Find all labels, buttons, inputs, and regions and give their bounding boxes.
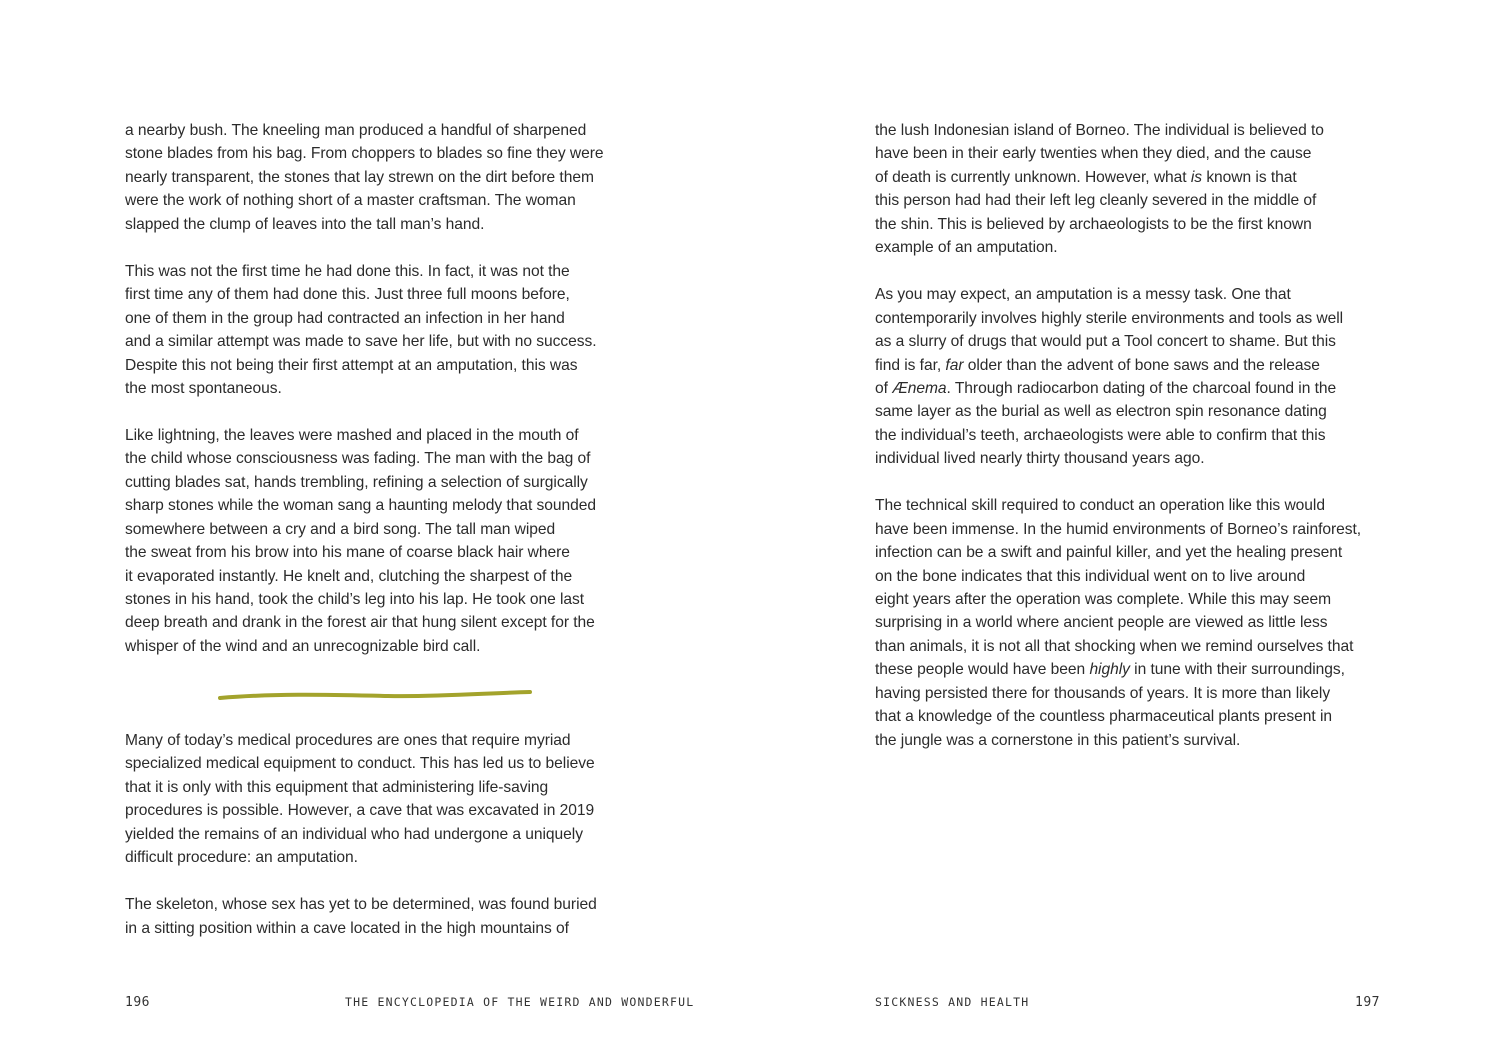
text-line [125, 330, 645, 353]
paragraph-gap [875, 260, 1395, 283]
text-line [875, 729, 1395, 752]
text-segment: same layer as the burial as well as electron spin resonance dating [875, 403, 1327, 421]
text-segment: of death is currently unknown. However, what [875, 168, 1191, 186]
text-line [875, 541, 1395, 564]
text-segment: and a similar attempt was made to save her life, but with no success. [125, 333, 597, 351]
text-line [125, 917, 645, 940]
text-line [125, 823, 645, 846]
text-segment: stone blades from his bag. From choppers to blades so fine they were [125, 145, 604, 163]
text-segment: difficult procedure: an amputation. [125, 849, 358, 867]
text-segment: in a sitting position within a cave located in the high mountains of [125, 919, 569, 937]
text-line [125, 471, 645, 494]
text-line [125, 189, 645, 212]
text-line [125, 283, 645, 306]
text-line [125, 752, 645, 775]
text-line [875, 588, 1395, 611]
text-segment: than animals, it is not all that shocking when we remind ourselves that [875, 637, 1354, 655]
text-segment: that it is only with this equipment that administering life-saving [125, 778, 549, 796]
text-line [875, 494, 1395, 517]
running-head-left: THE ENCYCLOPEDIA OF THE WEIRD AND WONDERFUL [345, 995, 695, 1009]
text-segment: example of an amputation. [875, 239, 1058, 257]
text-line [125, 518, 645, 541]
text-segment: have been immense. In the humid environments of Borneo’s rainforest, [875, 520, 1362, 538]
text-line [875, 354, 1395, 377]
text-segment: the sweat from his brow into his mane of coarse black hair where [125, 544, 570, 562]
text-line [125, 541, 645, 564]
text-line [125, 354, 645, 377]
text-segment: having persisted there for thousands of years. It is more than likely [875, 684, 1331, 702]
text-segment: yielded the remains of an individual who had undergone a uniquely [125, 825, 583, 843]
text-line [875, 142, 1395, 165]
text-segment: procedures is possible. However, a cave that was excavated in 2019 [125, 802, 595, 820]
text-segment: the jungle was a cornerstone in this patient’s survival. [875, 731, 1241, 749]
text-line [875, 213, 1395, 236]
text-line [875, 119, 1395, 142]
left-page-text-block-1 [125, 119, 645, 658]
right-page-text-block-1 [875, 119, 1395, 752]
text-segment: this person had had their left leg cleanly severed in the middle of [875, 192, 1317, 210]
text-segment: Despite this not being their first attempt at an amputation, this was [125, 356, 578, 374]
text-segment: the child whose consciousness was fading. The man with the bag of [125, 450, 591, 468]
text-segment: Many of today’s medical procedures are ones that require myriad [125, 732, 571, 749]
text-segment: infection can be a swift and painful killer, and yet the healing present [875, 544, 1343, 562]
text-line [125, 447, 645, 470]
italic-text: far [945, 356, 964, 374]
page-number-left: 196 [125, 995, 150, 1010]
text-segment: of [875, 379, 893, 397]
text-line [125, 776, 645, 799]
text-line [125, 565, 645, 588]
text-segment: The technical skill required to conduct an operation like this would [875, 497, 1325, 515]
text-line [125, 260, 645, 283]
text-segment: eight years after the operation was complete. While this may seem [875, 591, 1332, 609]
text-line [125, 213, 645, 236]
hand-drawn-line-divider-icon [218, 686, 538, 706]
text-segment: first time any of them had done this. Just three full moons before, [125, 286, 570, 304]
text-segment: the lush Indonesian island of Borneo. The individual is believed to [875, 122, 1324, 139]
paragraph-gap [125, 236, 645, 259]
italic-text: Ænema [892, 379, 947, 397]
text-line [875, 658, 1395, 681]
text-line [125, 307, 645, 330]
text-line [875, 447, 1395, 470]
text-segment: The skeleton, whose sex has yet to be determined, was found buried [125, 896, 597, 914]
text-segment: were the work of nothing short of a master craftsman. The woman [125, 192, 576, 210]
text-segment: slapped the clump of leaves into the tall man’s hand. [125, 215, 485, 233]
text-segment: a nearby bush. The kneeling man produced a handful of sharpened [125, 122, 587, 139]
text-segment: nearly transparent, the stones that lay strewn on the dirt before them [125, 168, 594, 186]
right-page [750, 0, 1500, 1062]
text-segment: in tune with their surroundings, [1129, 661, 1345, 679]
text-segment: as a slurry of drugs that would put a Tool concert to shame. But this [875, 333, 1336, 351]
text-segment: This was not the first time he had done this. In fact, it was not the [125, 262, 570, 280]
text-line [125, 729, 645, 752]
text-line [125, 142, 645, 165]
text-line [125, 893, 645, 916]
text-line [875, 565, 1395, 588]
text-segment: that a knowledge of the countless pharmaceutical plants present in [875, 708, 1332, 726]
text-line [875, 424, 1395, 447]
text-segment: known is that [1202, 168, 1297, 186]
page-number-right: 197 [1355, 995, 1380, 1010]
text-segment: somewhere between a cry and a bird song. The tall man wiped [125, 520, 556, 538]
left-page-text-block-2 [125, 729, 645, 940]
text-line [875, 307, 1395, 330]
text-line [875, 283, 1395, 306]
running-head-right: SICKNESS AND HEALTH [875, 995, 1030, 1009]
text-line [875, 377, 1395, 400]
text-segment: have been in their early twenties when they died, and the cause [875, 145, 1312, 163]
text-line [875, 611, 1395, 634]
text-line [125, 377, 645, 400]
text-line [125, 588, 645, 611]
text-segment: whisper of the wind and an unrecognizable bird call. [125, 637, 481, 655]
text-segment: find is far, [875, 356, 946, 374]
text-line [125, 635, 645, 658]
text-line [875, 682, 1395, 705]
text-line [875, 635, 1395, 658]
text-segment: on the bone indicates that this individual went on to live around [875, 567, 1306, 585]
text-line [875, 400, 1395, 423]
text-segment: deep breath and drank in the forest air that hung silent except for the [125, 614, 595, 632]
text-line [875, 705, 1395, 728]
text-line [875, 189, 1395, 212]
text-line [875, 518, 1395, 541]
text-line [125, 119, 645, 142]
text-line [875, 330, 1395, 353]
text-segment: . Through radiocarbon dating of the charcoal found in the [946, 379, 1337, 397]
text-segment: the most spontaneous. [125, 379, 282, 397]
text-segment: As you may expect, an amputation is a messy task. One that [875, 286, 1291, 304]
text-line [125, 846, 645, 869]
paragraph-gap [875, 471, 1395, 494]
text-line [125, 424, 645, 447]
italic-text: is [1190, 168, 1203, 186]
text-segment: stones in his hand, took the child’s leg into his lap. He took one last [125, 591, 585, 609]
text-segment: surprising in a world where ancient people are viewed as little less [875, 614, 1328, 632]
text-line [125, 611, 645, 634]
text-segment: contemporarily involves highly sterile environments and tools as well [875, 309, 1344, 327]
text-segment: the individual’s teeth, archaeologists were able to confirm that this [875, 426, 1326, 444]
text-line [125, 166, 645, 189]
text-line [125, 494, 645, 517]
text-segment: it evaporated instantly. He knelt and, clutching the sharpest of the [125, 567, 573, 585]
text-segment: sharp stones while the woman sang a haunting melody that sounded [125, 497, 596, 515]
italic-text: highly [1089, 661, 1130, 679]
text-line [875, 166, 1395, 189]
text-segment: individual lived nearly thirty thousand years ago. [875, 450, 1205, 468]
text-segment: older than the advent of bone saws and the release [963, 356, 1320, 374]
text-segment: one of them in the group had contracted an infection in her hand [125, 309, 565, 327]
paragraph-gap [125, 870, 645, 893]
text-segment: specialized medical equipment to conduct. This has led us to believe [125, 755, 595, 773]
text-line [875, 236, 1395, 259]
text-line [125, 799, 645, 822]
text-segment: cutting blades sat, hands trembling, refining a selection of surgically [125, 473, 588, 491]
text-segment: Like lightning, the leaves were mashed and placed in the mouth of [125, 426, 579, 444]
text-segment: these people would have been [875, 661, 1090, 679]
paragraph-gap [125, 400, 645, 423]
text-segment: the shin. This is believed by archaeologists to be the first known [875, 215, 1312, 233]
